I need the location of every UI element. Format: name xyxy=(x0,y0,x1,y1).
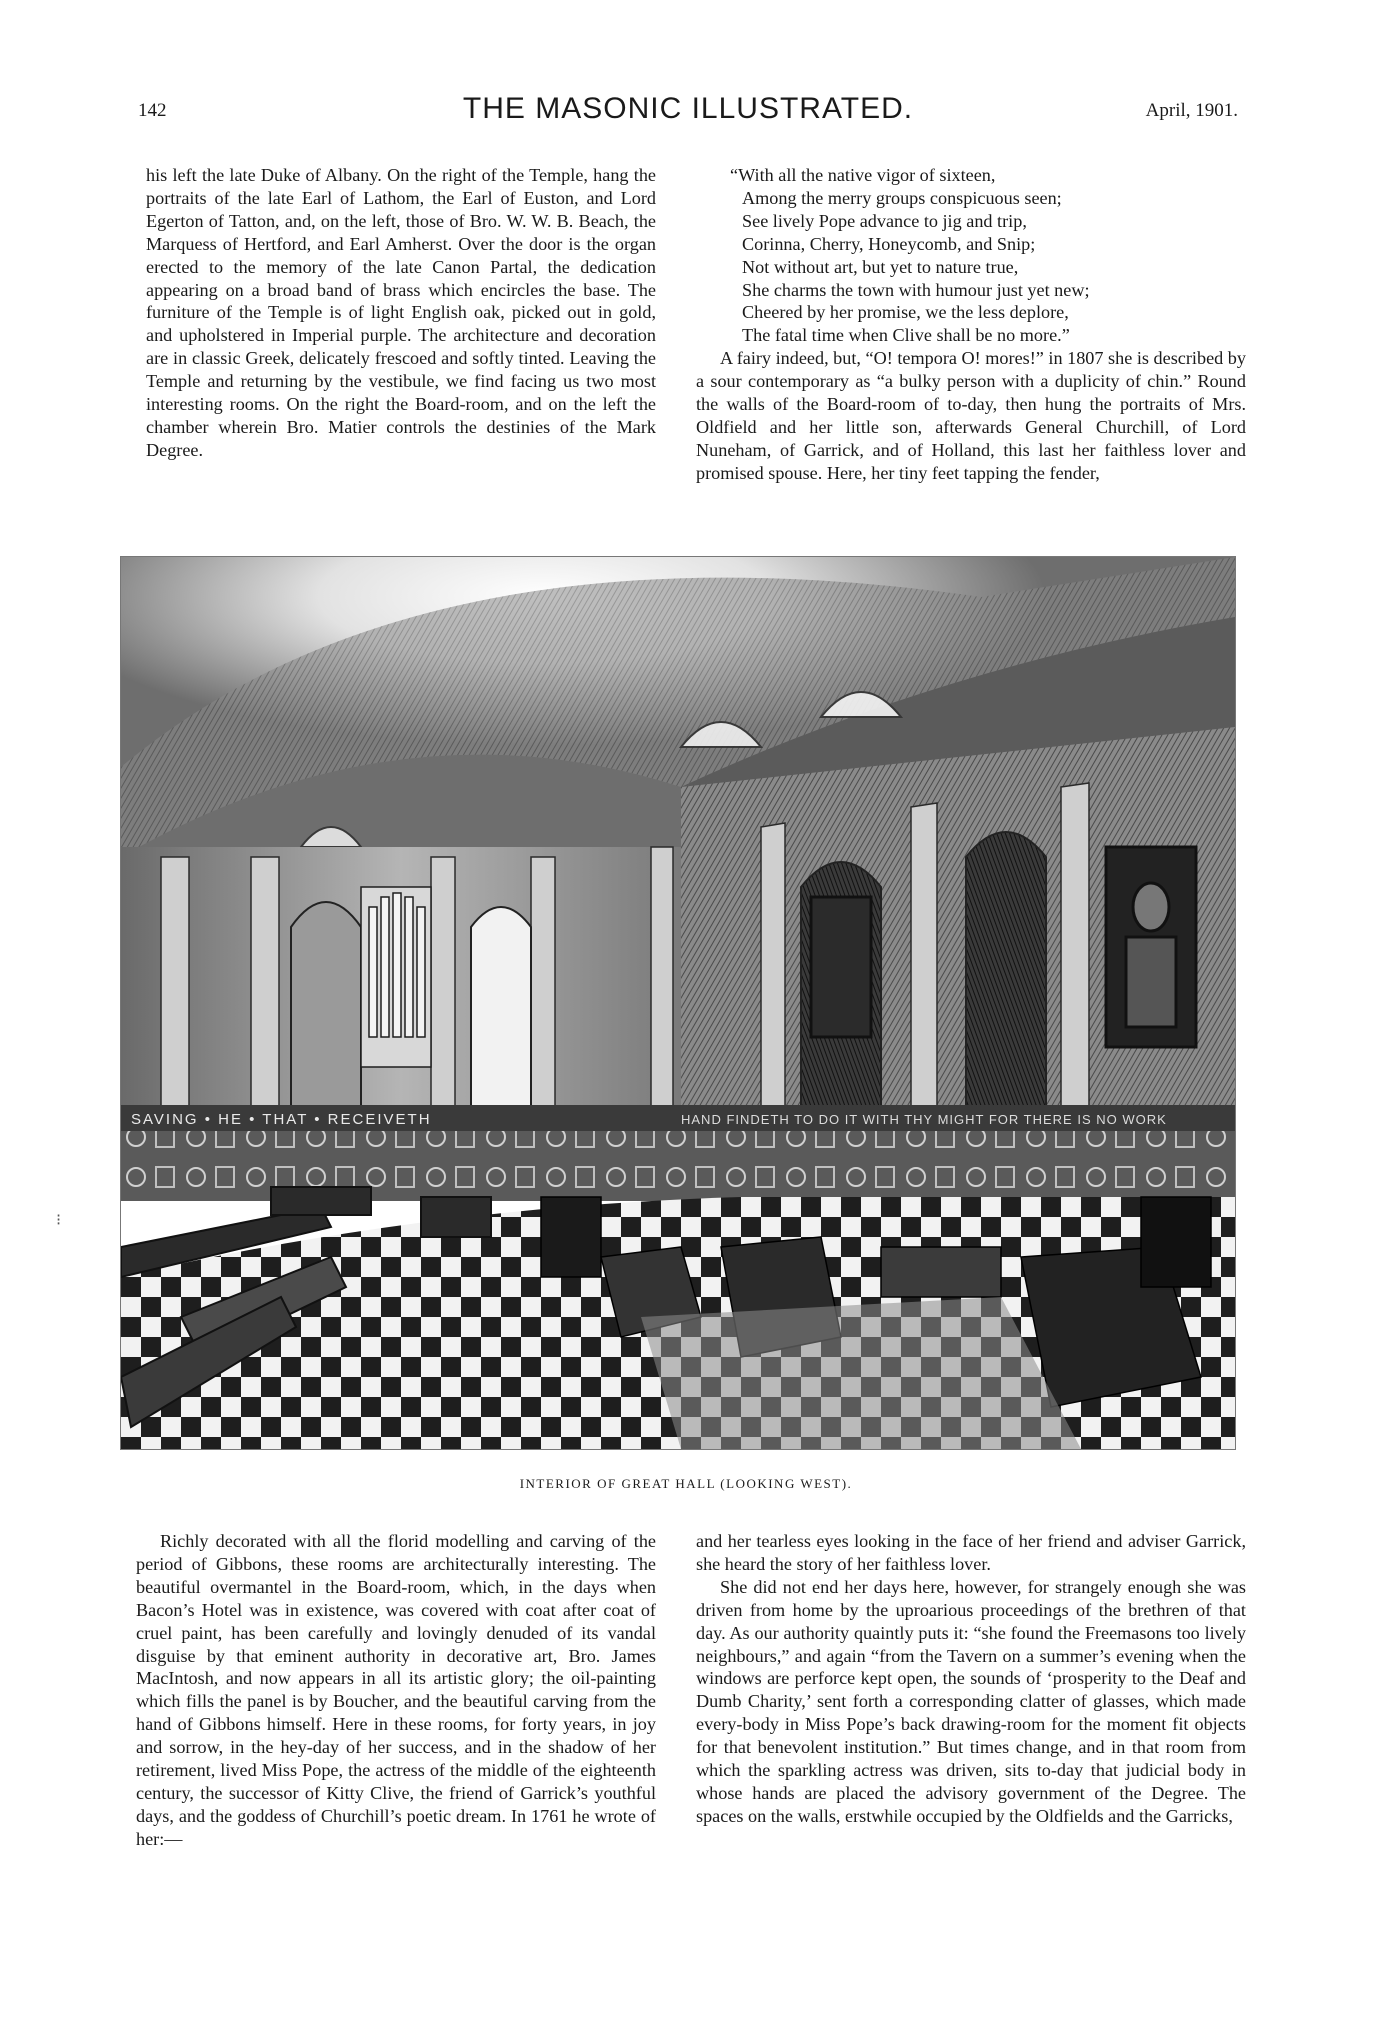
page-number: 142 xyxy=(138,100,167,121)
poem-line: Not without art, but yet to nature true, xyxy=(742,256,1019,277)
great-hall-engraving xyxy=(120,556,1236,1450)
margin-mark: ⁝ xyxy=(56,1212,62,1229)
frieze-inscription-right: HAND FINDETH TO DO IT WITH THY MIGHT FOR THERE IS NO WORK xyxy=(681,1112,1167,1127)
plate-caption: INTERIOR OF GREAT HALL (LOOKING WEST). xyxy=(519,1476,853,1491)
poem-line: “With all the native vigor of sixteen, xyxy=(730,165,996,185)
frieze-inscription-left: SAVING • HE • THAT • RECEIVETH xyxy=(131,1111,432,1128)
column-bottom-left xyxy=(136,1530,656,1851)
issue-date: April, 1901. xyxy=(1145,100,1238,121)
paragraph-temple: his left the late Duke of Albany. On the right of the Temple, hang the portraits of the late Earl of Lathom, the Earl of Euston, and Lord Egerton of Tatton, and, on the left, those of Bro. W. W. B. Beach, the Marquess of Hertford, and Earl Amherst. Over the door is the organ erected to the memory of the late Canon Partal, the dedication appearing on a broad band of brass which encircles the base. The furniture of the Temple is of light English oak, picked out in gold, and upholstered in Imperial purple. The architecture and decoration are in classic Greek, delicately frescoed and softly tinted. Leaving the Temple and returning by the vestibule, we find facing us two most interesting rooms. On the right the Board-room, and on the left the chamber wherein Bro. Matier controls the destinies of the Mark Degree. xyxy=(146,165,656,460)
paragraph-fairy: A fairy indeed, but, “O! tempora O! mores!” in 1807 she is described by a sour contemporary as “a bulky person with a duplicity of chin.” Round the walls of the Board-room of to-day, then hung the portraits of Mrs. Oldfield and her little son, afterwards General Churchill, of Lord Nuneham, of Garrick, and of Holland, this last her faithless lover and promised spouse. Here, her tiny feet tapping the fender, xyxy=(696,348,1246,483)
great-hall-illustration xyxy=(121,557,1235,1449)
poem-line: Corinna, Cherry, Honeycomb, and Snip; xyxy=(742,233,1036,254)
page-header xyxy=(138,92,1238,132)
organ xyxy=(361,887,431,1067)
poem-line: Cheered by her promise, we the less deplore, xyxy=(742,302,1069,323)
masthead-title: THE MASONIC ILLUSTRATED. xyxy=(462,92,914,125)
poem-line: See lively Pope advance to jig and trip, xyxy=(742,210,1027,231)
poem-block xyxy=(696,164,1246,347)
column-top-left xyxy=(146,164,656,462)
poem-line: She charms the town with humour just yet new; xyxy=(742,279,1090,300)
poem-line: Among the merry groups conspicuous seen; xyxy=(742,187,1062,208)
column-top-right xyxy=(696,164,1246,485)
column-bottom-right xyxy=(696,1530,1246,1828)
paragraph-freemasons: She did not end her days here, however, for strangely enough she was driven from home by the uproarious proceedings of the brethren of that day. As our authority quaintly puts it: “she found the Freemasons too lively neighbours,” and again “from the Tavern on a summer’s evening when the windows are perforce kept open, the sounds of ‘prosperity to the Deaf and Dumb Charity,’ sent forth a corresponding clatter of glasses, which made every-body in Miss Pope’s back drawing-room for the moment fit objects for that benevolent institution.” But times change, and in that room from which the sparkling actress was driven, sits to-day that judicial body in whose hands are placed the advisory government of the Degree. The spaces on the walls, erstwhile occupied by the Oldfields and the Garricks, xyxy=(696,1576,1246,1826)
paragraph-rooms: Richly decorated with all the florid modelling and carving of the period of Gibbons, these rooms are architecturally interesting. The beautiful overmantel in the Board-room, which, in the days when Bacon’s Hotel was in existence, was covered with coat after coat of cruel paint, has been carefully and lovingly denuded of its vandal disguise by that eminent authority in decorative art, Bro. James MacIntosh, and now appears in all its artistic glory; the oil-painting which fills the panel is by Boucher, and the beautiful carving from the hand of Gibbons himself. Here in these rooms, for forty years, in joy and sorrow, in the hey-day of her success, and in the shadow of her retirement, lived Miss Pope, the actress of the middle of the eighteenth century, the successor of Kitty Clive, the friend of Garrick’s youthful days, and the goddess of Churchill’s poetic dream. In 1761 he wrote of her:— xyxy=(136,1531,656,1849)
poem-line: The fatal time when Clive shall be no more.” xyxy=(742,325,1070,346)
paragraph-garrick: and her tearless eyes looking in the face of her friend and adviser Garrick, she heard the story of her faithless lover. xyxy=(696,1531,1246,1574)
